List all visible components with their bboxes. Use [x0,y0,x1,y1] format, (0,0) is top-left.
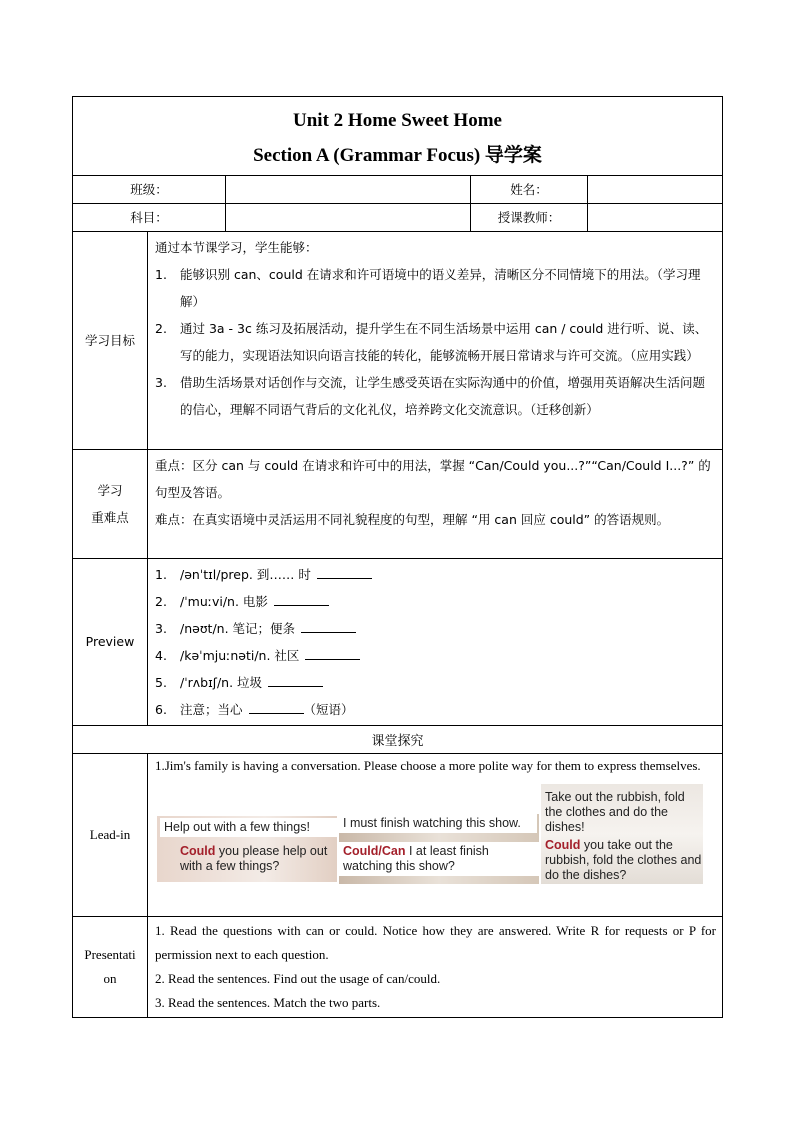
list-item [155,696,716,723]
presentation-row [73,917,723,1018]
name-field[interactable] [588,176,723,204]
item-text: /nəʊt/n. 笔记；便条 [180,621,296,636]
keypoints-label [73,450,148,559]
subject-field[interactable] [226,204,471,232]
item-text: 注意；当心 [180,702,243,717]
section-title: 课堂探究 [73,726,723,754]
keypoints-label-line1: 学习 [97,483,123,498]
worksheet-table [72,96,723,1018]
page-subtitle: Section A (Grammar Focus) 导学案 [253,144,542,166]
item-text: /ənˈtɪl/prep. 到…… 时 [180,567,311,582]
list-item [155,561,716,588]
item-number: 2. [155,594,167,609]
speech-bubble-polite [541,836,707,885]
item-number: 3. [155,375,167,390]
item-number: 5. [155,675,167,690]
speech-bubble-rude: I must finish watching this show. [339,814,537,833]
item-text: 通过 3a - 3c 练习及拓展活动，提升学生在不同生活场景中运用 can / could 进行听、说、读、写的能力，实现语法知识向语言技能的转化，能够流畅开展日常请求与许可交流。（应用实践） [180,321,708,363]
preview-content [148,559,723,726]
objectives-label: 学习目标 [73,232,148,450]
teacher-label: 授课教师： [471,204,588,232]
item-text: 借助生活场景对话创作与交流，让学生感受英语在实际沟通中的价值，增强用英语解决生活问题的信心，理解不同语气背后的文化礼仪，培养跨文化交流意识。（迁移创新） [180,375,706,417]
preview-row [73,559,723,726]
item-number: 4. [155,648,167,663]
speech-bubble-polite [176,842,334,876]
difficulty-text: 难点：在真实语境中灵活运用不同礼貌程度的句型，理解 “用 can 回应 could” 的答语规则。 [155,512,670,527]
speech-bubble-rude: Help out with a few things! [160,818,338,837]
modal-keyword: Could [180,844,216,858]
polite-text: I at least finish watching this show? [343,844,489,873]
speech-bubble-polite [339,842,539,876]
info-row-subject [73,204,723,232]
objectives-content [148,232,723,450]
subject-label: 科目： [73,204,226,232]
item-number: 1. [155,267,167,282]
leadin-content [148,754,723,917]
answer-blank[interactable] [268,674,323,687]
title-cell [73,97,723,176]
speech-bubble-rude: Take out the rubbish, fold the clothes and do the dishes! [545,790,685,834]
item-text: /ˈmuːvi/n. 电影 [180,594,268,609]
objectives-intro: 通过本节课学习，学生能够： [155,240,318,255]
comic-picture-2 [339,814,539,884]
presentation-content [148,917,723,1018]
comic-picture-3 [541,784,703,884]
item-text: /ˈrʌbɪʃ/n. 垃圾 [180,675,263,690]
list-item [155,669,716,696]
title-row [73,97,723,176]
item-number: 6. [155,702,167,717]
list-item [155,642,716,669]
leadin-label: Lead-in [73,754,148,917]
presentation-label-line1: Presentati [84,947,136,962]
objectives-row [73,232,723,450]
class-field[interactable] [226,176,471,204]
name-label: 姓名： [471,176,588,204]
leadin-row [73,754,723,917]
list-item [155,315,716,369]
keypoints-row [73,450,723,559]
presentation-label [73,917,148,1018]
comic-picture-1 [157,816,337,882]
presentation-item: 1. Read the questions with can or could. Notice how they are answered. Write R for requests or P for permission next to each question. [155,923,716,962]
answer-blank[interactable] [274,593,329,606]
list-item [155,261,716,315]
objectives-list [155,261,716,423]
presentation-item: 3. Read the sentences. Match the two parts. [155,995,381,1010]
info-row-class [73,176,723,204]
list-item [155,369,716,423]
list-item [155,615,716,642]
polite-text: you take out the rubbish, fold the clothes and do the dishes? [545,838,702,882]
class-label: 班级： [73,176,226,204]
item-number: 2. [155,321,167,336]
item-suffix: （短语） [303,702,354,717]
focus-text: 重点：区分 can 与 could 在请求和许可中的用法，掌握 “Can/Could you...?”“Can/Could I...?” 的句型及答语。 [155,458,711,500]
keypoints-label-line2: 重难点 [91,510,129,525]
comic-strip [155,784,716,884]
modal-keyword: Could/Can [343,844,406,858]
section-row [73,726,723,754]
page-title: Unit 2 Home Sweet Home [293,109,502,131]
preview-list [155,561,716,723]
item-text: 能够识别 can、could 在请求和许可语境中的语义差异，清晰区分不同情境下的用法。（学习理解） [180,267,701,309]
item-number: 3. [155,621,167,636]
preview-label: Preview [73,559,148,726]
item-number: 1. [155,567,167,582]
presentation-label-line2: on [103,971,117,986]
teacher-field[interactable] [588,204,723,232]
item-text: /kəˈmjuːnəti/n. 社区 [180,648,300,663]
answer-blank[interactable] [249,701,304,714]
leadin-instruction: 1.Jim's family is having a conversation. Please choose a more polite way for them to express themselves. [155,758,701,773]
modal-keyword: Could [545,838,581,852]
keypoints-content [148,450,723,559]
answer-blank[interactable] [305,647,360,660]
list-item [155,588,716,615]
answer-blank[interactable] [301,620,356,633]
presentation-item: 2. Read the sentences. Find out the usage of can/could. [155,971,441,986]
polite-text: you please help out with a few things? [180,844,328,873]
answer-blank[interactable] [317,566,372,579]
